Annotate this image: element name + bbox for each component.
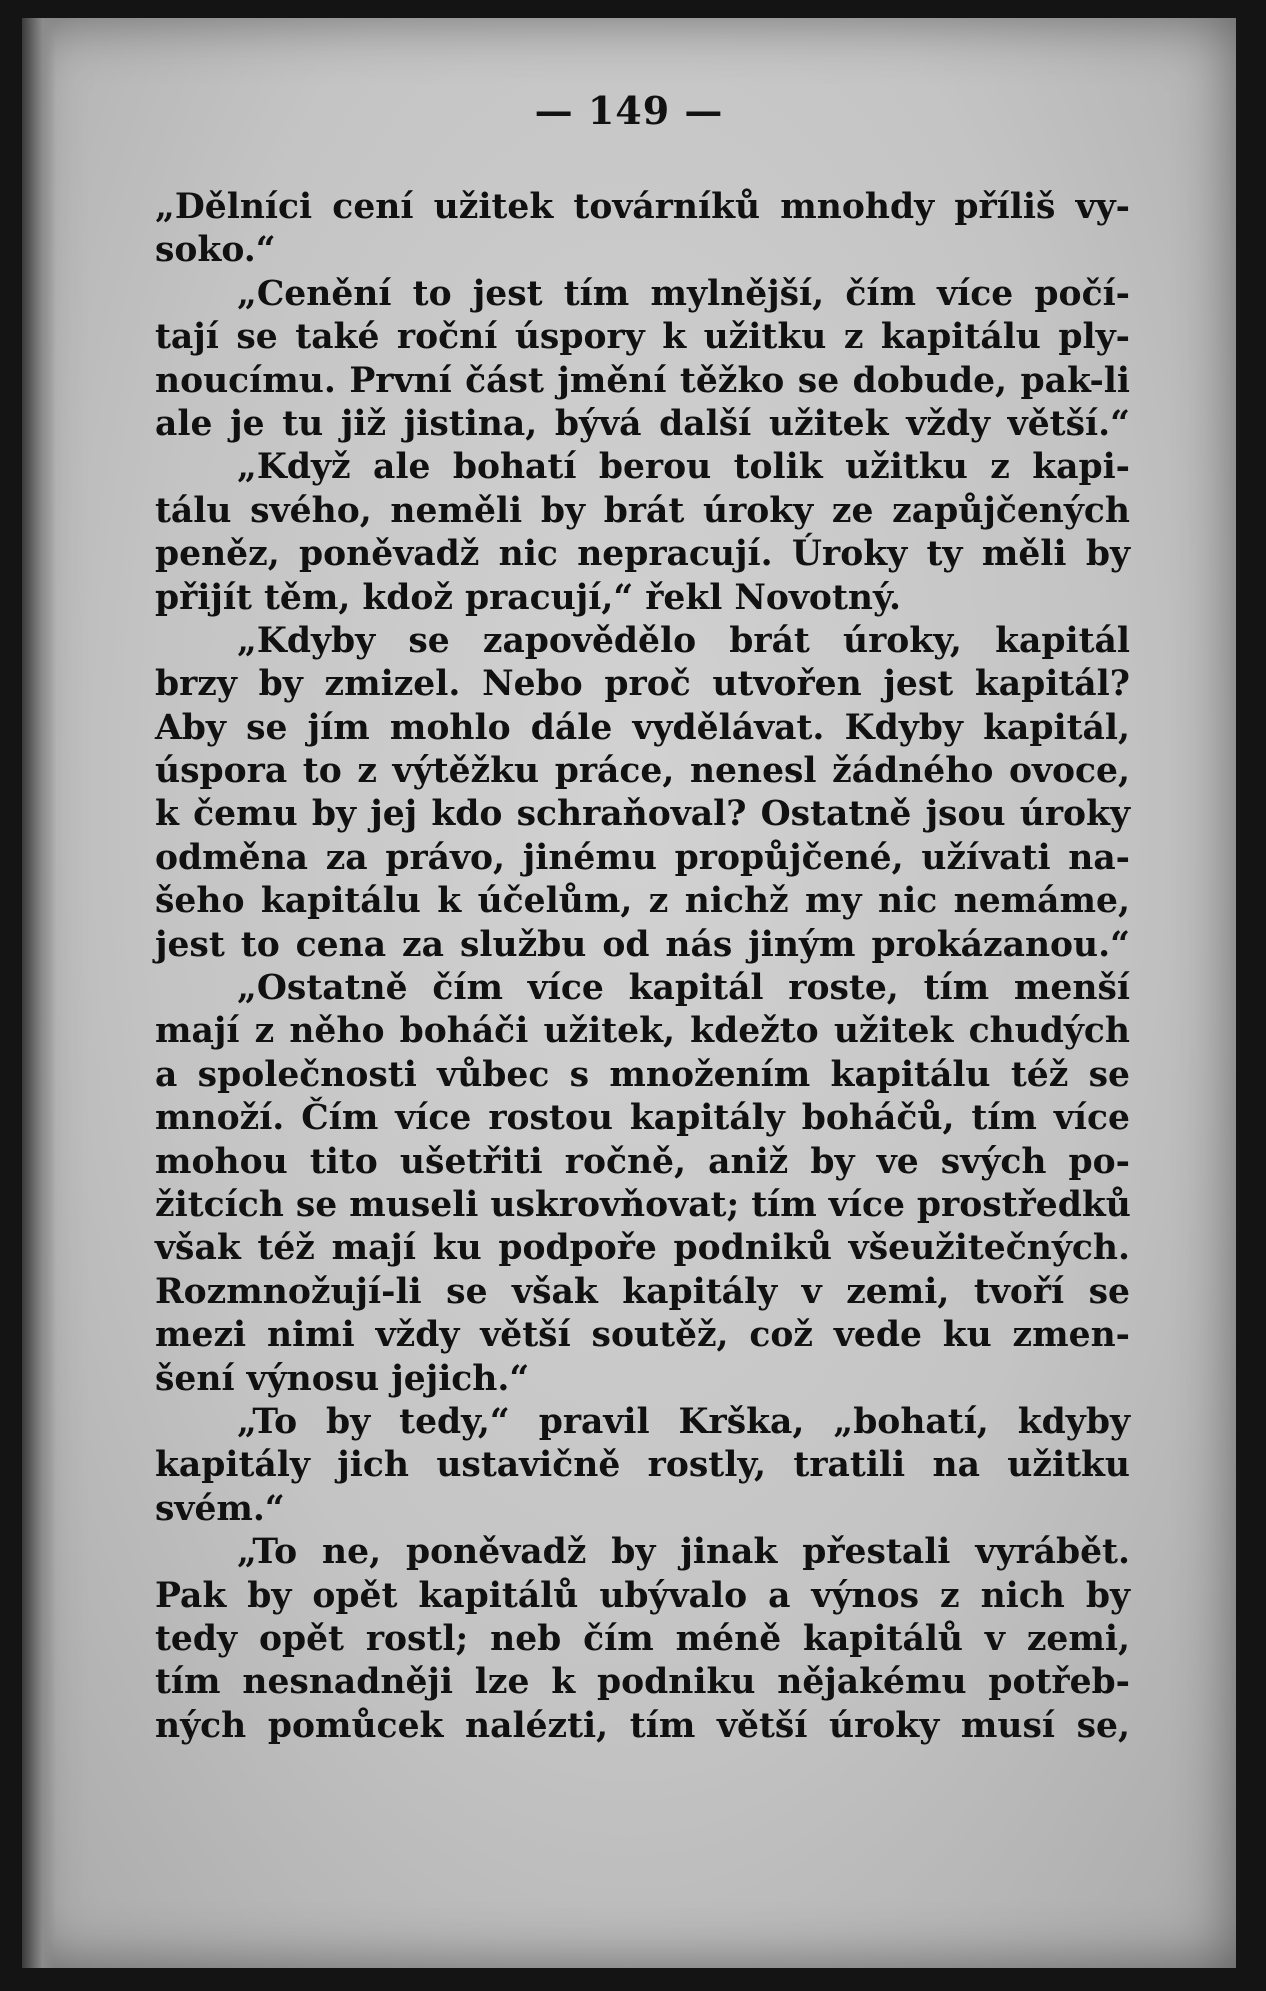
text-line: soko.“ [155,230,276,271]
text-line: Rozmnožují-li se však kapitály v zemi, tvoří se [155,1271,1130,1312]
text-line: přijít těm, kdož pracují,“ řekl Novotný. [155,577,902,618]
text-line: tálu svého, neměli by brát úroky ze zapůjčených [155,490,1130,531]
text-line: „To by tedy,“ pravil Krška, „bohatí, kdyby [237,1401,1130,1442]
text-line: kapitály jich ustavičně rostly, tratili na užitku [155,1445,1130,1486]
book-page [22,18,1236,1968]
text-line: k čemu by jej kdo schraňoval? Ostatně jsou úroky [155,794,1130,835]
text-line: Pak by opět kapitálů ubývalo a výnos z nich by [155,1575,1130,1616]
text-line: svém.“ [155,1488,285,1529]
text-line: jest to cena za službu od nás jiným prokázanou.“ [155,924,1130,965]
text-line: tím nesnadněji lze k podniku nějakému potřeb- [155,1662,1130,1703]
text-line: „Dělníci cení užitek továrníků mnohdy příliš vy- [155,187,1130,227]
text-line: „Když ale bohatí berou tolik užitku z kapi- [237,447,1130,488]
text-line: šení výnosu jejich.“ [155,1358,530,1399]
text-line: „Cenění to jest tím mylnější, čím více počí- [237,273,1130,314]
text-line: žitcích se museli uskrovňovat; tím více prostředků [155,1184,1131,1225]
text-line: „Ostatně čím více kapitál roste, tím menší [237,968,1130,1009]
text-line: tedy opět rostl; neb čím méně kapitálů v zemi, [155,1618,1130,1659]
text-line: ných pomůcek nalézti, tím větší úroky musí se, [155,1705,1130,1746]
text-line: tají se také roční úspory k užitku z kapitálu ply- [155,317,1130,358]
page-number: — 149 — [534,88,724,133]
text-line: množí. Čím více rostou kapitály boháčů, tím více [155,1098,1130,1139]
text-line: šeho kapitálu k účelům, z nichž my nic nemáme, [155,881,1130,922]
text-line: „To ne, poněvadž by jinak přestali vyrábět. [237,1532,1130,1573]
text-line: Aby se jím mohlo dále vydělávat. Kdyby kapitál, [155,707,1130,748]
text-line: brzy by zmizel. Nebo proč utvořen jest kapitál? [155,664,1130,705]
text-line: „Kdyby se zapovědělo brát úroky, kapitál [237,620,1130,661]
text-line: však též mají ku podpoře podniků všeužitečných. [155,1228,1130,1269]
text-line: ale je tu již jistina, bývá další užitek vždy větší.“ [155,403,1130,444]
text-line: mohou tito ušetřiti ročně, aniž by ve svých po- [155,1141,1130,1182]
body-text [155,186,1130,1748]
text-line: úspora to z výtěžku práce, nenesl žádného ovoce, [155,751,1130,792]
text-line: peněz, poněvadž nic nepracují. Úroky ty měli by [155,534,1130,575]
text-line: odměna za právo, jinému propůjčené, užívati na- [155,837,1130,878]
text-line: a společnosti vůbec s množením kapitálu též se [155,1054,1130,1095]
page-gutter-shadow [22,18,56,1968]
text-line: noucímu. První část jmění těžko se dobude, pak-li [155,360,1130,401]
text-line: mají z něho boháči užitek, kdežto užitek chudých [155,1011,1130,1052]
text-line: mezi nimi vždy větší soutěž, což vede ku zmen- [155,1315,1130,1356]
